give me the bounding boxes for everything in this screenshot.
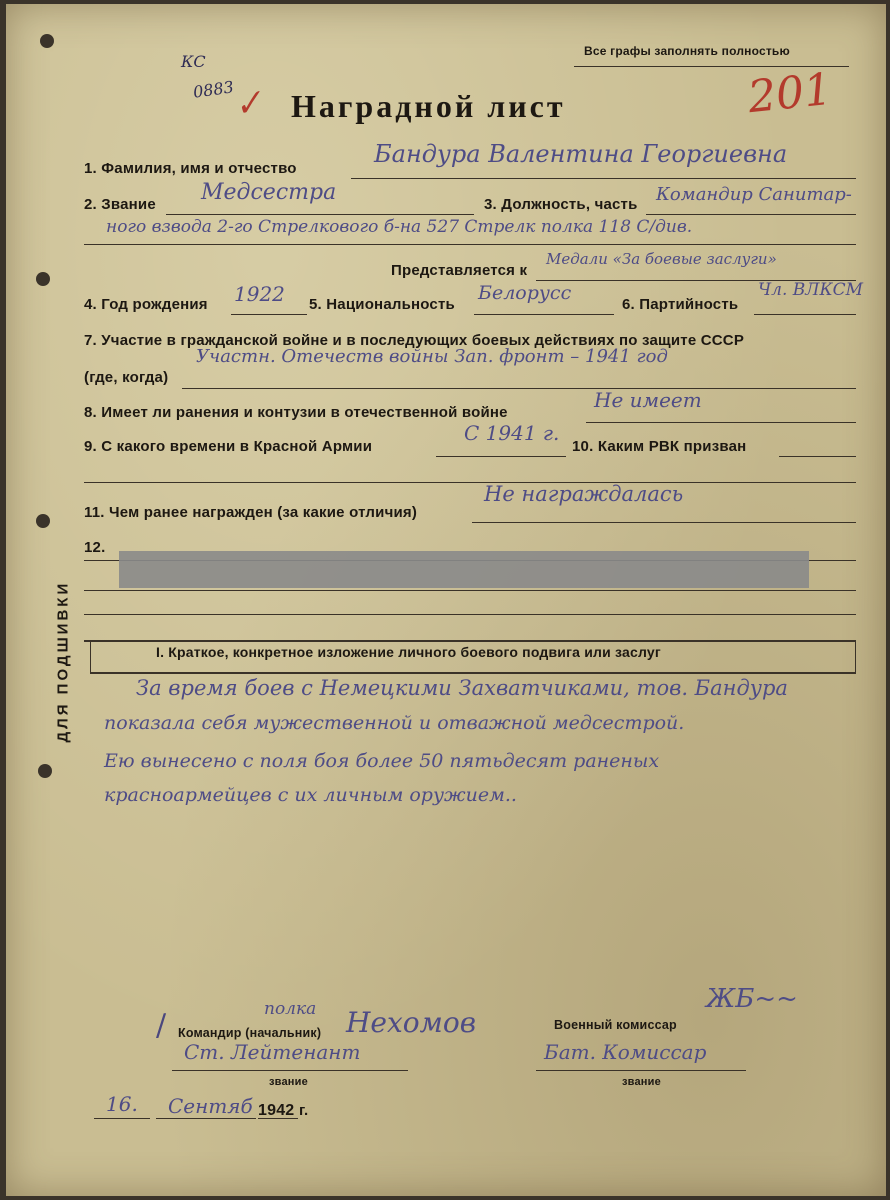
binding-hole xyxy=(36,272,50,286)
commissar-rank: Бат. Комиссар xyxy=(544,1040,707,1064)
bracket-mark: / xyxy=(156,1008,167,1043)
commander-label: Командир (начальник) xyxy=(178,1026,322,1040)
field-9-value: С 1941 г. xyxy=(464,421,560,445)
field-6-label: 6. Партийность xyxy=(622,296,739,313)
side-binding-label: ДЛЯ ПОДШИВКИ xyxy=(54,580,72,743)
presented-label: Представляется к xyxy=(391,262,528,279)
commander-rank: Ст. Лейтенант xyxy=(184,1040,361,1064)
field-8-value: Не имеет xyxy=(594,388,702,412)
page-number: 201 xyxy=(745,63,835,124)
award-sheet xyxy=(6,4,886,1196)
field-3-label: 3. Должность, часть xyxy=(484,196,638,213)
field-8-label: 8. Имеет ли ранения и контузии в отечественной войне xyxy=(84,404,508,421)
field-9-label: 9. С какого времени в Красной Армии xyxy=(84,438,373,455)
field-5-value: Белорусс xyxy=(478,282,572,304)
instruction-note: Все графы заполнять полностью xyxy=(584,44,790,58)
commissar-rank-caption: звание xyxy=(622,1076,661,1088)
commissar-label: Военный комиссар xyxy=(554,1018,677,1032)
binding-hole xyxy=(36,514,50,528)
field-2-value: Медсестра xyxy=(201,180,337,205)
field-11-value: Не награждалась xyxy=(484,482,684,506)
stamp-number: 0883 xyxy=(191,77,235,102)
binding-hole xyxy=(38,764,52,778)
field-1-value: Бандура Валентина Георгиевна xyxy=(374,140,788,168)
field-2-label: 2. Звание xyxy=(84,196,156,213)
commander-unit: полка xyxy=(264,999,317,1019)
narrative-line-4: красноармейцев с их личным оружием.. xyxy=(104,784,517,806)
binding-hole xyxy=(40,34,54,48)
date-day: 16. xyxy=(106,1092,138,1116)
field-4-value: 1922 xyxy=(234,282,285,306)
field-10-label: 10. Каким РВК призван xyxy=(572,438,747,455)
date-year: 1942 xyxy=(258,1102,295,1119)
field-7-label-b: (где, когда) xyxy=(84,369,169,386)
commander-rank-caption: звание xyxy=(269,1076,308,1088)
narrative-line-1: За время боев с Немецкими Захватчиками, тов. Бандура xyxy=(136,676,788,700)
narrative-line-2: показала себя мужественной и отважной медсестрой. xyxy=(104,712,685,734)
field-7-value: Участн. Отечеств войны Зап. фронт – 1941 год xyxy=(196,346,668,367)
field-11-label: 11. Чем ранее награжден (за какие отличия) xyxy=(84,504,418,521)
commander-signature: Нехомов xyxy=(346,1006,477,1039)
field-5-label: 5. Национальность xyxy=(309,296,455,313)
commissar-signature-mark: ЖБ~~ xyxy=(706,984,798,1014)
stamp-top: КС xyxy=(181,52,206,71)
field-3-value-line1: Командир Санитар- xyxy=(656,184,852,205)
narrative-line-3: Ею вынесено с поля боя более 50 пятьдесят раненых xyxy=(104,750,660,772)
section-heading: I. Краткое, конкретное изложение личного боевого подвига или заслуг xyxy=(156,644,661,660)
date-suffix: г. xyxy=(299,1102,309,1119)
page-title: Наградной лист xyxy=(291,88,566,124)
date-month: Сентяб xyxy=(168,1094,253,1118)
field-12-label: 12. xyxy=(84,539,106,556)
field-6-value: Чл. ВЛКСМ xyxy=(758,280,864,300)
presented-value: Медали «За боевые заслуги» xyxy=(546,250,777,268)
redacted-area xyxy=(119,551,809,588)
field-3-value-line2: ного взвода 2-го Стрелкового б-на 527 Стрелк полка 118 С/див. xyxy=(106,217,693,237)
field-1-label: 1. Фамилия, имя и отчество xyxy=(84,160,297,177)
field-7-label: 7. Участие в гражданской войне и в последующих боевых действиях по защите СССР xyxy=(84,332,745,349)
red-annotation-mark: ✓ xyxy=(230,81,267,127)
field-4-label: 4. Год рождения xyxy=(84,296,208,313)
